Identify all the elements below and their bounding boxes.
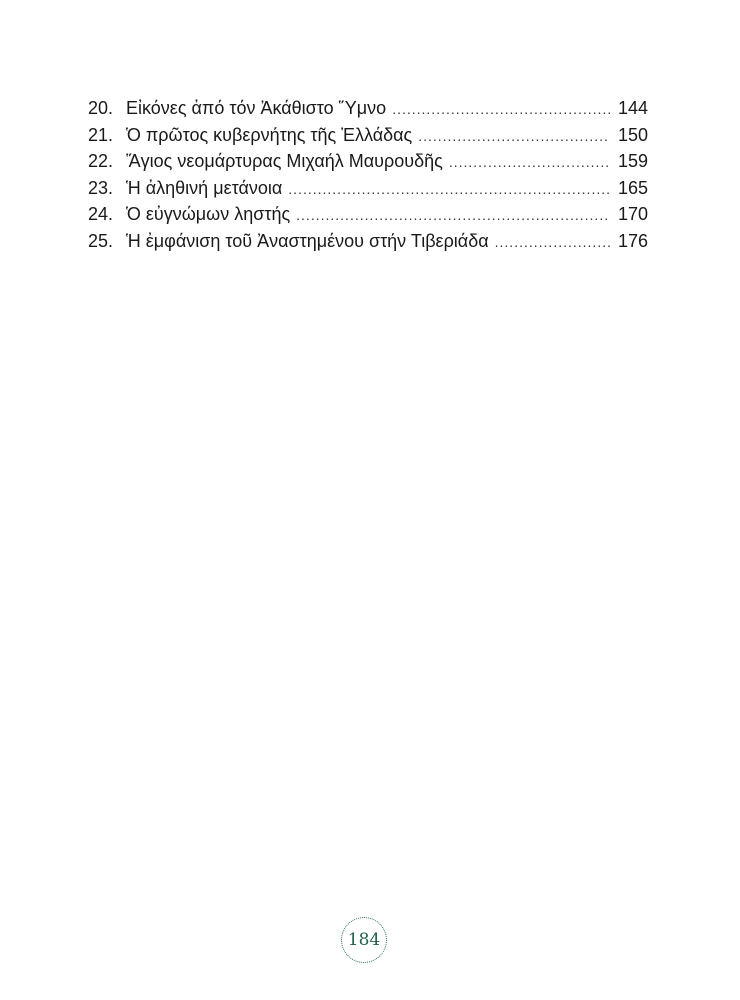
table-of-contents [88,95,648,254]
toc-entry-page: 165 [617,177,648,198]
toc-dot-leader [288,176,610,203]
toc-entry [88,201,648,228]
toc-dot-leader [392,96,610,123]
page-number-badge [341,917,387,963]
toc-dot-leader [418,123,610,150]
toc-entry [88,148,648,175]
toc-entry-title: Ἡ ἀληθινή μετάνοια [126,177,283,198]
toc-entry [88,228,648,255]
toc-entry-title: Ὁ πρῶτος κυβερνήτης τῆς Ἑλλάδας [126,124,413,145]
toc-entry-number: 21. [88,124,114,145]
toc-entry-page: 176 [617,230,648,251]
toc-entry-title: Ὁ εὐγνώμων ληστής [126,204,291,224]
toc-entry-page: 144 [617,98,648,118]
toc-entry [88,175,648,202]
toc-entry-title: Ἡ ἐμφάνιση τοῦ Ἀναστημένου στήν Τιβεριάδα [126,230,489,251]
page-number: 184 [347,930,381,950]
toc-entry-number: 22. [88,151,114,171]
toc-entry-number: 20. [88,98,114,118]
toc-entry-page: 170 [617,204,648,224]
toc-dot-leader [495,229,610,256]
toc-entry-page: 150 [617,124,648,145]
toc-dot-leader [449,149,610,176]
toc-entry-page: 159 [617,151,648,171]
toc-entry-number: 23. [88,177,114,198]
toc-entry [88,95,648,122]
toc-entry-number: 24. [88,204,114,224]
toc-dot-leader [296,202,610,229]
toc-entry [88,122,648,149]
toc-entry-title: Εἰκόνες ἀπό τόν Ἀκάθιστο Ὕμνο [126,98,387,118]
toc-entry-title: Ἅγιος νεομάρτυρας Μιχαήλ Μαυρουδῆς [126,151,443,171]
toc-entry-number: 25. [88,230,114,251]
